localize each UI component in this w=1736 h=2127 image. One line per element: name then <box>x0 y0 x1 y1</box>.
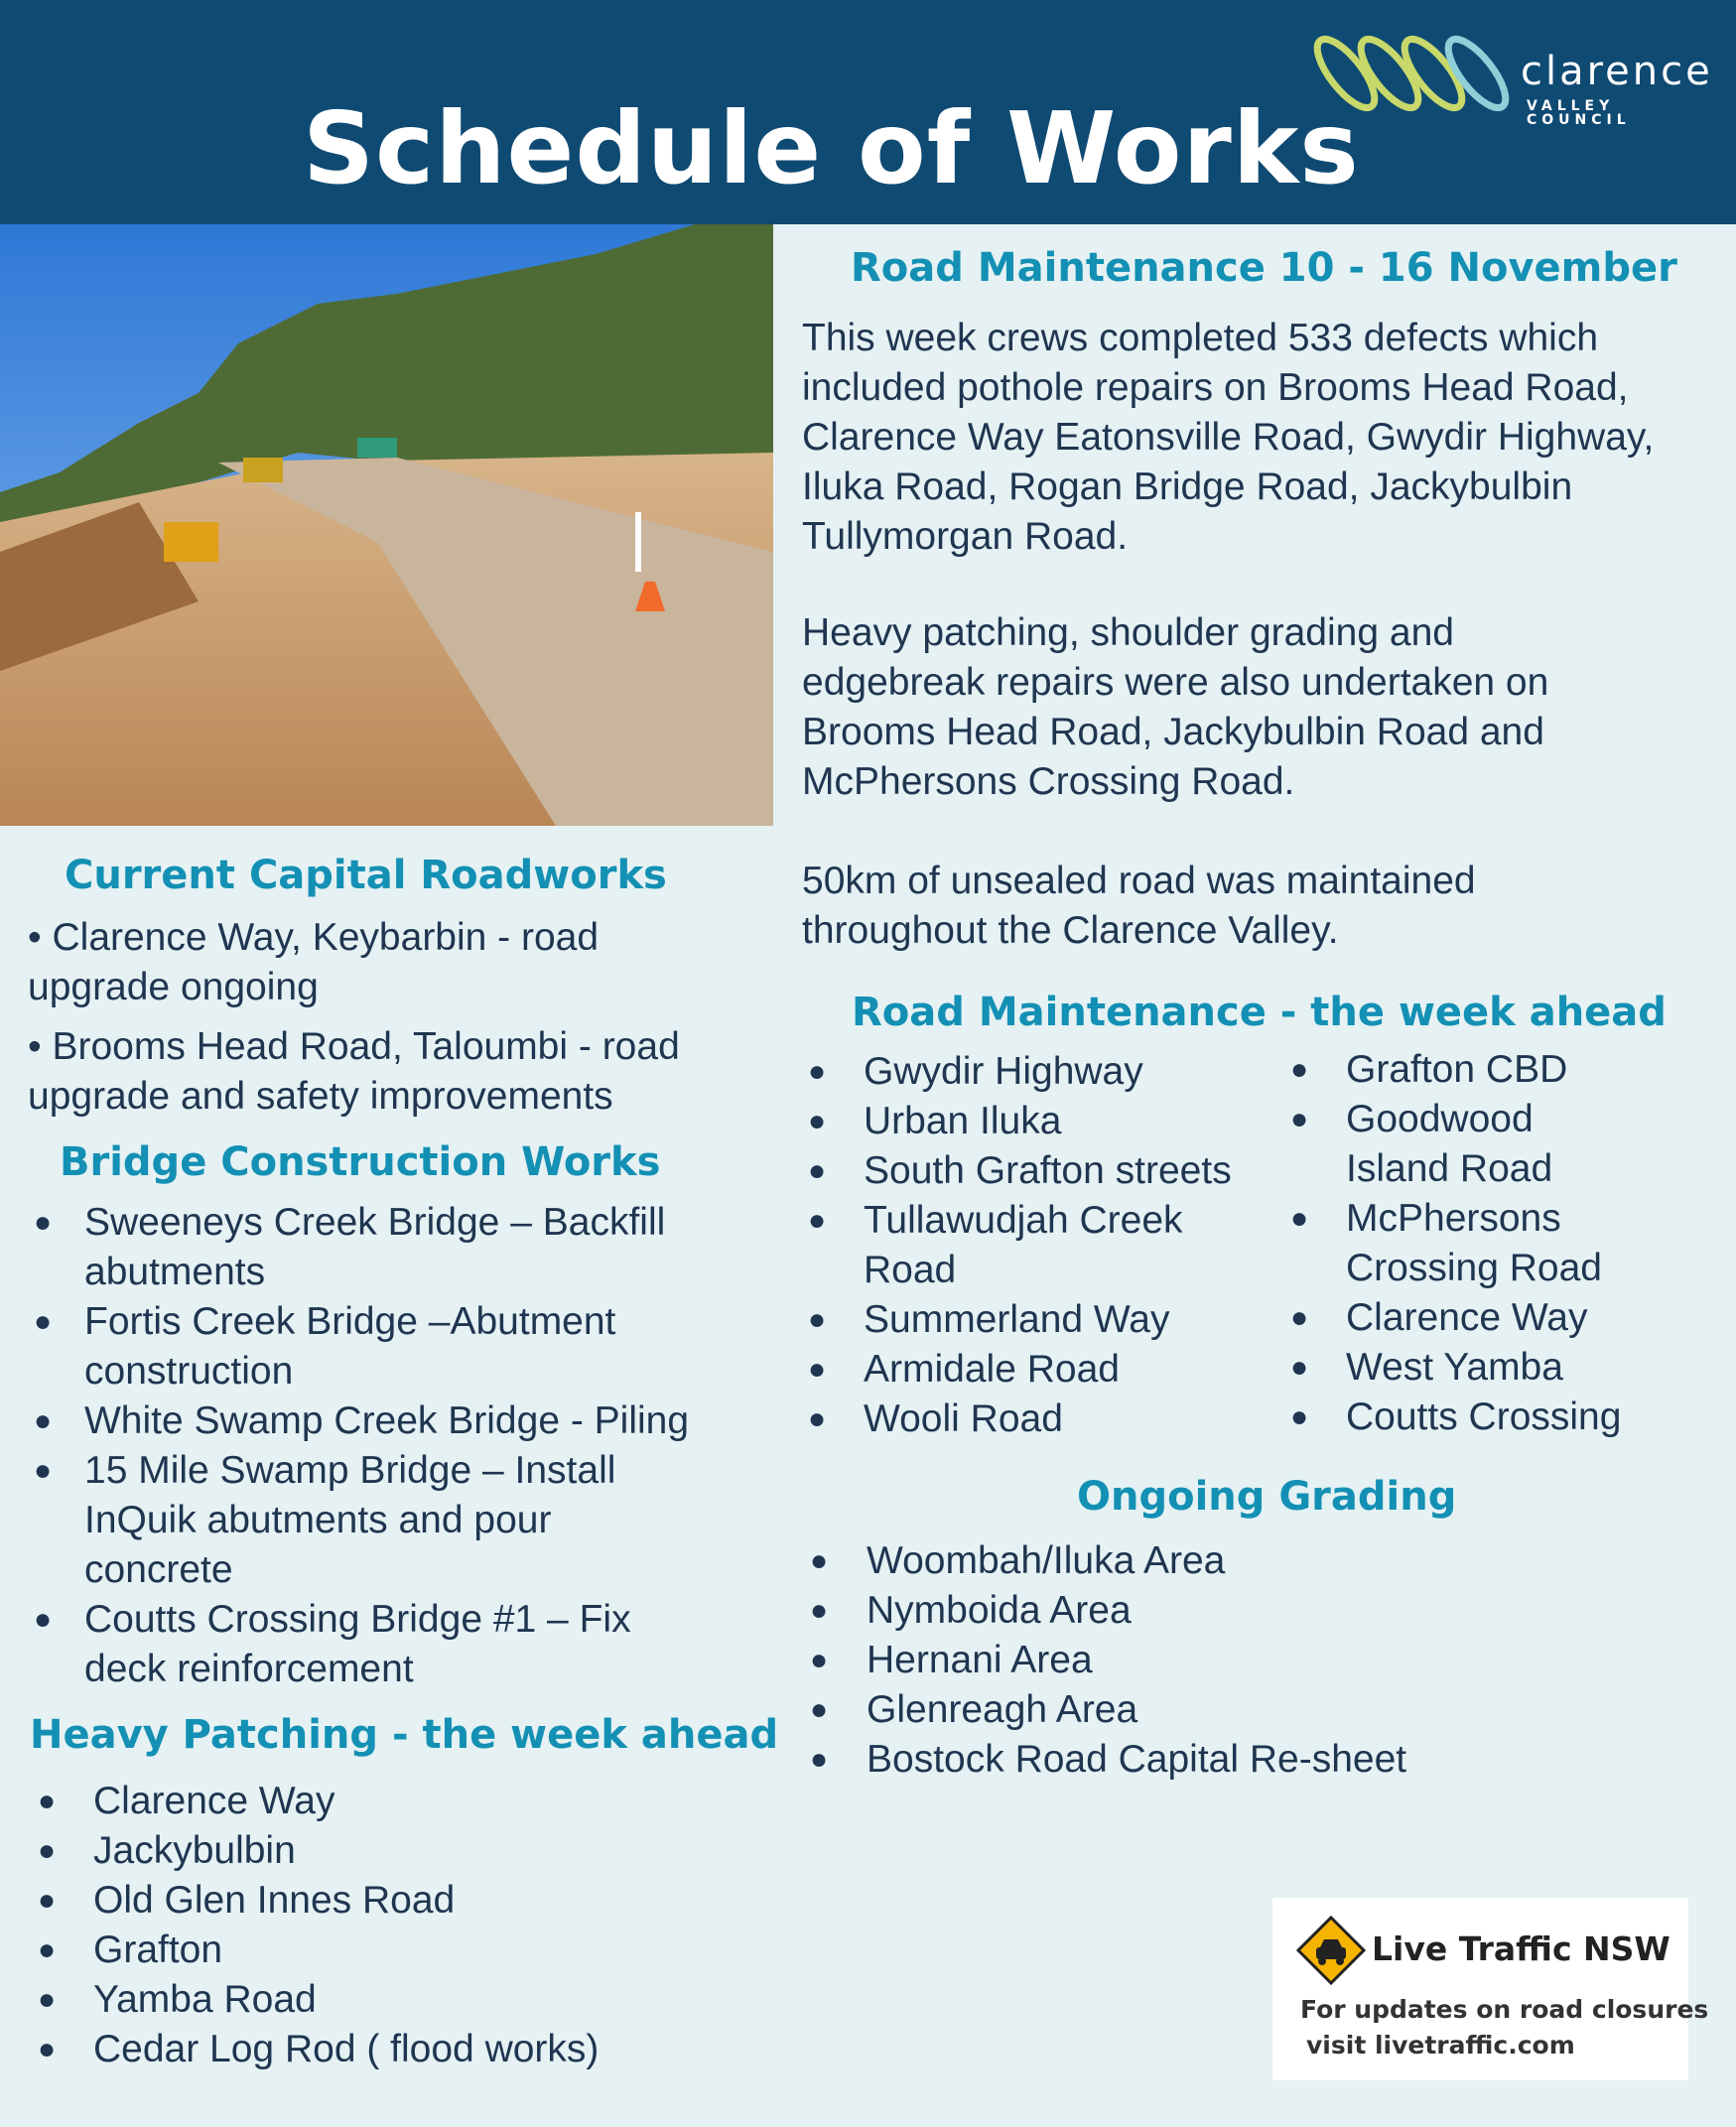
bridge-item <box>30 1198 764 1297</box>
bridge-item <box>30 1396 764 1446</box>
bridge-item-text: Fortis Creek Bridge –Abutment construction <box>84 1300 616 1393</box>
bullet-icon: ● <box>38 1884 57 1917</box>
bullet-icon: ● <box>34 1454 53 1487</box>
roadworks-photo <box>0 224 773 826</box>
capital-heading: Current Capital Roadworks <box>65 853 667 898</box>
ahead-item <box>1285 1343 1702 1393</box>
bullet-icon: ● <box>38 2033 57 2065</box>
grading-item-text: Bostock Road Capital Re-sheet <box>867 1738 1407 1781</box>
ahead-item <box>802 1047 1278 1097</box>
ahead-item <box>802 1295 1278 1345</box>
bullet-icon: ● <box>808 1204 827 1237</box>
ahead-item-text: Tullawudjah Creek Road <box>864 1199 1183 1291</box>
bullet-icon: ● <box>1290 1202 1309 1235</box>
bullet-icon: ● <box>38 1785 57 1817</box>
ahead-item-text: Grafton CBD <box>1346 1048 1568 1091</box>
bullet-icon: ● <box>808 1154 827 1187</box>
ahead-item-text: Gwydir Highway <box>864 1050 1143 1093</box>
page-title: Schedule of Works <box>303 90 1360 206</box>
bullet-icon: ● <box>1290 1103 1309 1135</box>
bridge-list <box>30 1198 764 1694</box>
live-traffic-line-2: visit livetraffic.com <box>1306 2031 1575 2060</box>
bridge-heading: Bridge Construction Works <box>60 1139 661 1185</box>
roadworks-photo-image <box>0 224 773 826</box>
bridge-item <box>30 1446 710 1595</box>
patching-item <box>30 1777 725 1826</box>
grading-item <box>802 1685 1695 1735</box>
bridge-item-text: White Swamp Creek Bridge - Piling <box>84 1399 690 1442</box>
ahead-item <box>1285 1293 1702 1343</box>
ahead-item-text: South Grafton streets <box>864 1149 1232 1192</box>
council-logo <box>1308 32 1725 128</box>
ahead-item <box>802 1395 1278 1444</box>
bullet-icon: ● <box>810 1644 829 1676</box>
patching-heading: Heavy Patching - the week ahead <box>30 1712 779 1758</box>
ahead-item-text: McPhersons Crossing Road <box>1346 1197 1602 1289</box>
grading-heading: Ongoing Grading <box>1077 1474 1457 1520</box>
live-traffic-title: Live Traffic NSW <box>1372 1929 1670 1968</box>
clarence-ovals-logo-icon <box>1308 32 1527 121</box>
ahead-item-text: Coutts Crossing <box>1346 1396 1622 1438</box>
grading-item-text: Nymboida Area <box>867 1589 1132 1632</box>
patching-item-text: Grafton <box>93 1928 223 1971</box>
bullet-icon: ● <box>1290 1301 1309 1334</box>
bullet-icon: ● <box>1290 1400 1309 1433</box>
ahead-item <box>802 1345 1278 1395</box>
grading-item <box>802 1636 1695 1685</box>
ahead-item-text: Clarence Way <box>1346 1296 1588 1339</box>
grading-list <box>802 1536 1695 1785</box>
grading-item-text: Glenreagh Area <box>867 1688 1138 1731</box>
ahead-item-text: Wooli Road <box>864 1397 1063 1440</box>
patching-item <box>30 1876 725 1926</box>
bridge-item <box>30 1297 764 1396</box>
patching-list <box>30 1777 725 2074</box>
grading-item <box>802 1586 1695 1636</box>
maintenance-paragraph: Heavy patching, shoulder grading and edgebreak repairs were also undertaken on Brooms Head Road, Jackybulbin Road and McPhersons Crossing Road. <box>802 611 1549 803</box>
patching-item-text: Yamba Road <box>93 1978 317 2021</box>
bullet-icon: ● <box>38 1933 57 1966</box>
patching-item-text: Old Glen Innes Road <box>93 1879 456 1922</box>
patching-item <box>30 1975 725 2025</box>
patching-item-text: Jackybulbin <box>93 1829 296 1872</box>
ahead-item <box>802 1146 1278 1196</box>
maintenance-paragraph: This week crews completed 533 defects which included pothole repairs on Brooms Head Road, Clarence Way Eatonsville Road, Gwydir Highway, Iluka Road, Rogan Bridge Road, Jackybulbin Tullymorgan Road. <box>802 317 1655 558</box>
ahead-item <box>1285 1045 1702 1095</box>
ahead-item <box>802 1097 1278 1146</box>
ahead-item <box>1285 1194 1664 1293</box>
bullet-icon: ● <box>34 1404 53 1437</box>
bullet-icon: ● <box>810 1544 829 1577</box>
road-sign-car-icon <box>1296 1916 1366 1985</box>
bullet-icon: ● <box>810 1743 829 1776</box>
patching-item-text: Cedar Log Rod ( flood works) <box>93 2028 600 2070</box>
patching-item <box>30 2025 725 2074</box>
bullet-icon: ● <box>34 1603 53 1636</box>
ahead-item-text: Summerland Way <box>864 1298 1170 1341</box>
ahead-item <box>802 1196 1201 1295</box>
bullet-icon: ● <box>34 1305 53 1338</box>
bullet-icon: ● <box>34 1206 53 1239</box>
grading-item <box>802 1536 1695 1586</box>
ahead-item-text: Goodwood Island Road <box>1346 1098 1553 1190</box>
live-traffic-line-1: For updates on road closures <box>1300 1995 1709 2024</box>
bullet-icon: ● <box>1290 1351 1309 1384</box>
ahead-item-text: Urban Iluka <box>864 1100 1062 1142</box>
bullet-icon: ● <box>808 1055 827 1088</box>
bullet-icon: ● <box>808 1402 827 1435</box>
patching-item <box>30 1826 725 1876</box>
bullet-icon: ● <box>38 1983 57 2016</box>
grading-item-text: Woombah/Iluka Area <box>867 1539 1226 1582</box>
patching-item <box>30 1926 725 1975</box>
ahead-heading: Road Maintenance - the week ahead <box>852 990 1667 1035</box>
bridge-item-text: Sweeneys Creek Bridge – Backfill abutments <box>84 1201 666 1293</box>
bullet-icon: ● <box>808 1303 827 1336</box>
ahead-item <box>1285 1393 1702 1442</box>
bridge-item-text: 15 Mile Swamp Bridge – Install InQuik abutments and pour concrete <box>84 1449 616 1591</box>
ahead-list-col1 <box>802 1047 1278 1444</box>
ahead-list-col2 <box>1285 1045 1702 1442</box>
logo-subtitle: VALLEY COUNCIL <box>1527 98 1631 128</box>
capital-item: • Clarence Way, Keybarbin - road upgrade ongoing <box>28 916 600 1008</box>
header-banner <box>0 0 1736 224</box>
bullet-icon: ● <box>1290 1053 1309 1086</box>
bridge-item-text: Coutts Crossing Bridge #1 – Fix deck reinforcement <box>84 1598 631 1690</box>
bullet-icon: ● <box>808 1353 827 1386</box>
ahead-item <box>1285 1095 1574 1194</box>
logo-name: clarence <box>1521 49 1713 94</box>
patching-item-text: Clarence Way <box>93 1780 335 1822</box>
live-traffic-box[interactable] <box>1272 1898 1709 2080</box>
bullet-icon: ● <box>810 1693 829 1726</box>
bullet-icon: ● <box>808 1105 827 1137</box>
maintenance-heading: Road Maintenance 10 - 16 November <box>851 245 1677 291</box>
bridge-item <box>30 1595 710 1694</box>
ahead-item-text: Armidale Road <box>864 1348 1120 1391</box>
grading-item <box>802 1735 1695 1785</box>
ahead-item-text: West Yamba <box>1346 1346 1563 1389</box>
grading-item-text: Hernani Area <box>867 1639 1093 1681</box>
capital-item: • Brooms Head Road, Taloumbi - road upgrade and safety improvements <box>28 1025 680 1118</box>
bullet-icon: ● <box>38 1834 57 1867</box>
bullet-icon: ● <box>810 1594 829 1627</box>
maintenance-paragraph: 50km of unsealed road was maintained throughout the Clarence Valley. <box>802 860 1476 952</box>
